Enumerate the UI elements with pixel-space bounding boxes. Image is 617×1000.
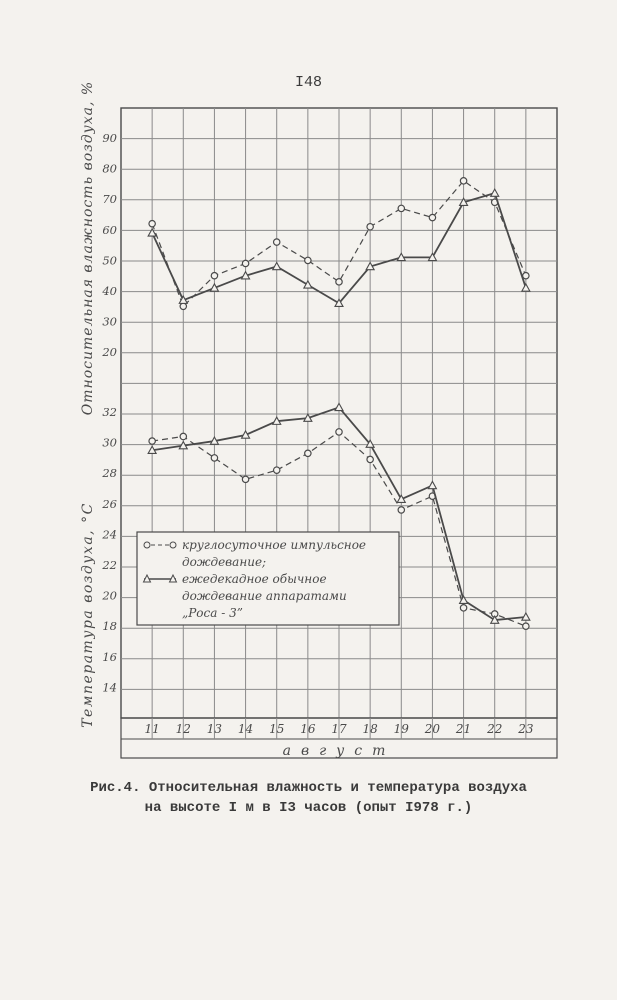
humidity-point-impulse (274, 239, 280, 245)
x-tick-label: 19 (393, 722, 409, 736)
temperature-point-impulse (211, 455, 217, 461)
humidity-point-standard (304, 281, 312, 288)
temperature-point-impulse (398, 507, 404, 513)
page-number: I48 (294, 74, 322, 91)
x-tick-label: 20 (424, 722, 441, 736)
y-tick-label-humidity: 90 (102, 131, 117, 145)
figure-caption-line2: на высоте I м в I3 часов (опыт I978 г.) (144, 800, 473, 816)
x-tick-label: 12 (175, 722, 191, 736)
legend-label-standard-line2: дождевание аппаратами (182, 589, 347, 603)
y-tick-label-temperature: 20 (102, 588, 117, 603)
humidity-point-impulse (305, 257, 311, 263)
x-axis-title: август (282, 743, 396, 759)
y-tick-label-humidity: 20 (102, 345, 117, 360)
humidity-point-impulse (180, 303, 186, 309)
figure-caption-line1: Рис.4. Относительная влажность и температура воздуха (90, 780, 527, 796)
x-tick-label: 18 (362, 722, 378, 736)
y-tick-label-humidity: 60 (102, 222, 117, 237)
x-tick-label: 11 (144, 722, 160, 736)
y-tick-label-temperature: 22 (102, 558, 117, 572)
humidity-point-impulse (398, 205, 404, 211)
x-tick-label: 22 (487, 722, 503, 736)
y-tick-label-temperature: 14 (102, 680, 117, 695)
x-tick-label: 15 (269, 722, 285, 736)
x-tick-label: 23 (518, 722, 534, 736)
y-tick-label-temperature: 32 (102, 405, 117, 419)
temperature-point-impulse (305, 450, 311, 456)
humidity-point-impulse (367, 224, 373, 230)
temperature-point-standard (428, 481, 436, 488)
y-tick-label-temperature: 30 (102, 435, 117, 450)
legend-label-impulse-line1: круглосуточное импульсное (182, 538, 367, 552)
humidity-point-impulse (211, 273, 217, 279)
y-tick-label-humidity: 50 (102, 253, 117, 268)
humidity-point-impulse (242, 260, 248, 266)
y-tick-label-humidity: 40 (102, 284, 117, 298)
x-tick-label: 13 (206, 722, 223, 736)
humidity-point-standard (522, 284, 530, 291)
y-tick-label-temperature: 18 (102, 619, 117, 634)
legend (137, 532, 399, 625)
legend-label-standard-line3: „Роса - 3” (182, 606, 243, 620)
y-axis-title-temperature: Температура воздуха, °С (80, 502, 96, 728)
temperature-point-impulse (460, 605, 466, 611)
humidity-point-standard (491, 189, 499, 196)
humidity-point-impulse (523, 273, 529, 279)
humidity-point-impulse (460, 178, 466, 184)
temperature-point-impulse (523, 623, 529, 629)
humidity-point-impulse (336, 279, 342, 285)
y-axis-title-humidity: Относительная влажность воздуха, % (80, 80, 96, 416)
y-tick-label-temperature: 16 (102, 649, 117, 664)
x-tick-label: 17 (331, 722, 347, 736)
humidity-point-impulse (429, 214, 435, 220)
x-tick-label: 14 (237, 722, 254, 736)
temperature-point-impulse (274, 467, 280, 473)
x-tick-label: 21 (455, 722, 472, 736)
legend-label-impulse-line2: дождевание; (182, 555, 267, 569)
y-tick-label-humidity: 30 (102, 314, 117, 329)
humidity-point-impulse (149, 220, 155, 226)
temperature-point-impulse (336, 429, 342, 435)
temperature-point-impulse (242, 476, 248, 482)
temperature-point-impulse (180, 433, 186, 439)
legend-marker-impulse (170, 542, 176, 548)
legend-label-standard-line1: ежедекадное обычное (182, 572, 327, 586)
y-tick-label-humidity: 80 (102, 161, 117, 176)
y-tick-label-temperature: 28 (102, 466, 117, 481)
temperature-point-impulse (367, 456, 373, 462)
x-tick-label: 16 (300, 722, 316, 736)
humidity-point-standard (273, 263, 281, 270)
y-tick-label-temperature: 26 (102, 496, 117, 511)
y-tick-label-temperature: 24 (102, 527, 117, 542)
y-tick-label-humidity: 70 (102, 192, 117, 207)
legend-marker-impulse (144, 542, 150, 548)
temperature-point-impulse (149, 438, 155, 444)
temperature-point-standard (335, 403, 343, 410)
